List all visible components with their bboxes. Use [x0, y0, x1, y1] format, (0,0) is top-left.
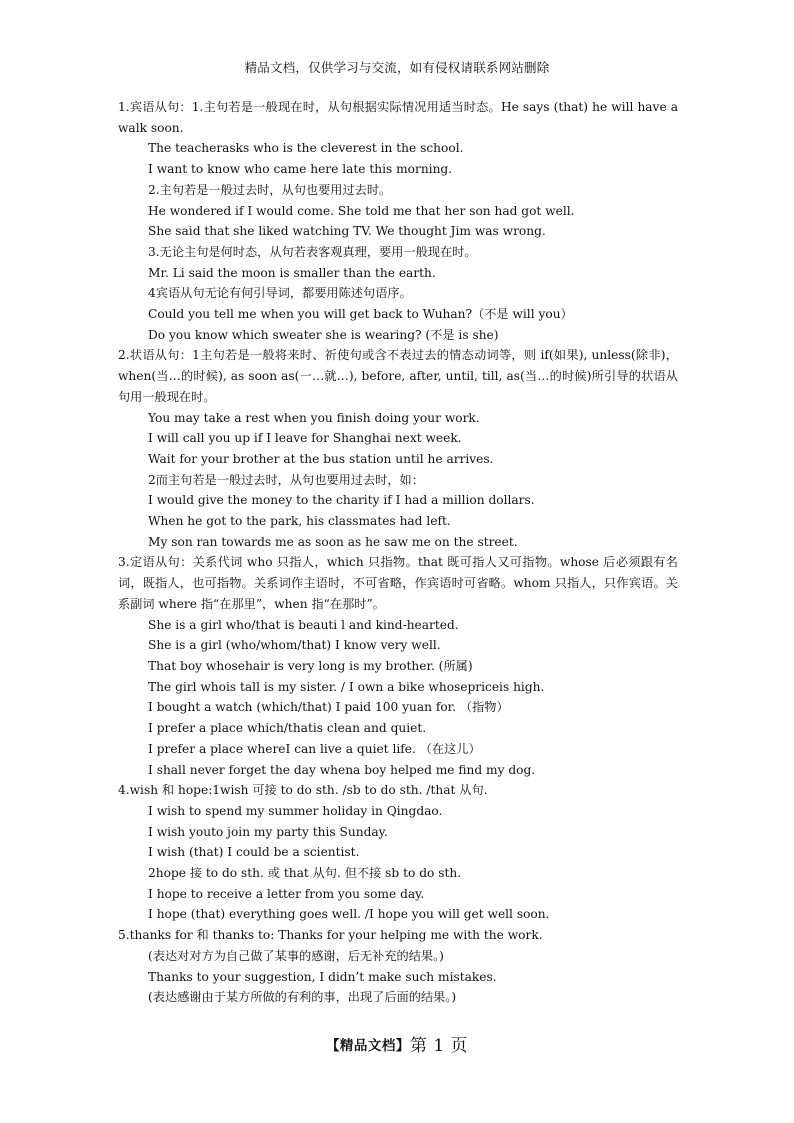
page-number: 第 1 页 — [409, 1036, 469, 1056]
body-line: I bought a watch (which/that) I paid 100 yuan for. （指物） — [148, 700, 509, 715]
body-line: I wish (that) I could be a scientist. — [148, 845, 360, 860]
body-line: Thanks to your suggestion, I didn’t make such mistakes. — [148, 969, 497, 984]
page-footer — [0, 1031, 794, 1056]
body-line: You may take a rest when you finish doing your work. — [148, 410, 480, 425]
body-line: Wait for your brother at the bus station until he arrives. — [148, 451, 494, 466]
body-line: I hope to receive a letter from you some day. — [148, 886, 425, 901]
body-line: I wish to spend my summer holiday in Qingdao. — [148, 803, 443, 818]
body-line: She is a girl (who/whom/that) I know very well. — [148, 638, 441, 653]
body-line: I hope (that) everything goes well. /I hope you will get well soon. — [148, 907, 550, 922]
body-line: 2而主句若是一般过去时，从句也要用过去时，如： — [148, 472, 424, 487]
body-line: She is a girl who/that is beauti l and kind-hearted. — [148, 617, 459, 632]
body-line: 2hope 接 to do sth. 或 that 从句. 但不接 sb to do sth. — [148, 866, 462, 881]
body-line: The girl whois tall is my sister. / I own a bike whosepriceis high. — [148, 679, 545, 694]
body-line: The teacherasks who is the cleverest in the school. — [148, 141, 464, 156]
body-line: I want to know who came here late this morning. — [148, 162, 453, 177]
body-line: Do you know which sweater she is wearing? (不是 is she) — [148, 327, 499, 342]
body-line: 2.主句若是一般过去时，从句也要用过去时。 — [148, 182, 392, 197]
body-line: 4宾语从句无论有何引导词，都要用陈述句语序。 — [148, 286, 412, 301]
section-line: 3.定语从句：关系代词 who 只指人，which 只指物。that 既可指人又可指物。whose 后必须跟有名词，既指人，也可指物。关系词作主语时，不可省略，作宾语时可省略。whom 只指人，只作宾语。关系副词 where 指“在那里”，when 指“在那时”。 — [118, 555, 678, 611]
body-line: He wondered if I would come. She told me that her son had got well. — [148, 203, 575, 218]
section-line: 2.状语从句：1主句若是一般将来时、祈使句或含不表过去的情态动词等，则 if(如果), unless(除非)，when(当…的时候), as soon as(一…就…), before, after, until, till, as(当…的时候)所引导的状语从句用一般现在时。 — [118, 348, 678, 404]
body-line: I prefer a place whereI can live a quiet life. （在这儿） — [148, 741, 481, 756]
body-line: (表达感谢由于某方所做的有利的事，出现了后面的结果。) — [148, 990, 457, 1005]
footer-tag: 【精品文档】 — [325, 1038, 410, 1054]
page-header: 精品文档，仅供学习与交流，如有侵权请联系网站删除 — [244, 60, 550, 75]
section-line: 1.宾语从句：1.主句若是一般现在时，从句根据实际情况用适当时态。He says (that) he will have a walk soon. — [118, 100, 678, 135]
body-line: I will call you up if I leave for Shanghai next week. — [148, 431, 462, 446]
section-line: 4.wish 和 hope:1wish 可接 to do sth. /sb to do sth. /that 从句. — [118, 783, 488, 798]
document-body — [118, 97, 678, 1008]
body-line: When he got to the park, his classmates had left. — [148, 514, 451, 529]
body-line: Mr. Li said the moon is smaller than the earth. — [148, 265, 436, 280]
body-line: She said that she liked watching TV. We thought Jim was wrong. — [148, 224, 546, 239]
body-line: Could you tell me when you will get back to Wuhan?（不是 will you） — [148, 307, 573, 322]
body-line: 3.无论主句是何时态，从句若表客观真理，要用一般现在时。 — [148, 244, 477, 259]
body-line: (表达对对方为自己做了某事的感谢，后无补充的结果。) — [148, 948, 444, 963]
section-line: 5.thanks for 和 thanks to: Thanks for your helping me with the work. — [118, 928, 543, 943]
body-line: I shall never forget the day whena boy helped me find my dog. — [148, 762, 536, 777]
body-line: I prefer a place which/thatis clean and quiet. — [148, 721, 427, 736]
body-line: I would give the money to the charity if I had a million dollars. — [148, 493, 535, 508]
body-line: That boy whosehair is very long is my brother. (所属) — [148, 658, 473, 673]
body-line: My son ran towards me as soon as he saw me on the street. — [148, 534, 518, 549]
body-line: I wish youto join my party this Sunday. — [148, 824, 388, 839]
